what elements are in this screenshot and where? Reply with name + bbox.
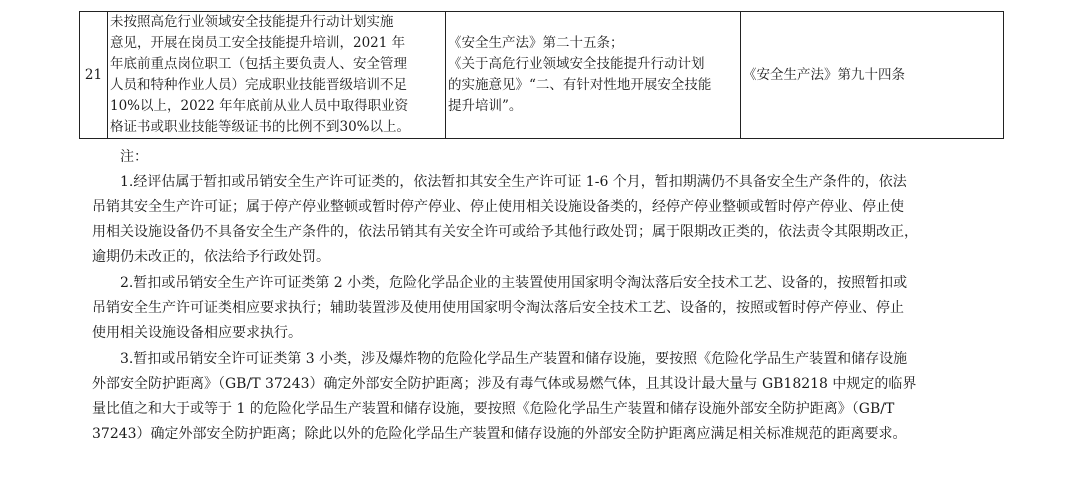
content-line: 意见，开展在岗员工安全技能提升培训，2021 年 [110,35,406,51]
note-line: 3.暂扣或吊销安全许可证类第 3 小类，涉及爆炸物的危险化学品生产装置和储存设施，要按照《危险化学品生产装置和储存设施 [120,351,908,367]
note-line: 使用相关设施设备相应要求执行。 [92,325,302,341]
note-line: 1.经评估属于暂扣或吊销安全生产许可证类的，依法暂扣其安全生产许可证 1-6 个月，暂扣期满仍不具备安全生产条件的，依法 [120,174,907,190]
basis-line: 提升培训”。 [448,98,523,114]
legal-basis-cell [446,12,741,139]
content-line: 年底前重点岗位职工（包括主要负责人、安全管理 [110,56,407,72]
note-line: 吊销安全生产许可证类相应要求执行；辅助装置涉及使用使用国家明令淘汰落后安全技术工艺、设备的，按照或暂时停产停业、停止 [92,300,904,316]
content-line: 10%以上，2022 年年底前从业人员中取得职业资 [110,98,409,114]
row-number: 21 [80,12,108,139]
basis-line: 《关于高危行业领域安全技能提升行动计划 [448,56,705,72]
note-line: 逾期仍未改正的，依法给予行政处罚。 [92,249,330,265]
violation-content-cell [108,12,446,139]
content-line: 人员和特种作业人员）完成职业技能晋级培训不足 [110,77,407,93]
basis-line: 的实施意见》“二、有针对性地开展安全技能 [448,77,712,93]
content-line: 未按照高危行业领域安全技能提升行动计划实施 [110,14,394,30]
note-line: 量比值之和大于或等于 1 的危险化学品生产装置和储存设施，要按照《危险化学品生产装置和储存设施外部安全防护距离》（GB/T [92,401,895,417]
basis-line: 《安全生产法》第二十五条； [448,35,624,51]
note-line: 37243）确定外部安全防护距离；除此以外的危险化学品生产装置和储存设施的外部安全防护距离应满足相关标准规范的距离要求。 [92,426,907,442]
content-line: 格证书或职业技能等级证书的比例不到30%以上。 [110,119,411,135]
note-line: 外部安全防护距离》（GB/T 37243）确定外部安全防护距离；涉及有毒气体或易燃气体，且其设计最大量与 GB18218 中规定的临界 [92,376,917,392]
note-line: 吊销其安全生产许可证；属于停产停业整顿或暂时停产停业、停止使用相关设施设备类的，经停产停业整顿或暂时停产停业、停止使 [92,199,904,215]
note-line: 2.暂扣或吊销安全生产许可证类第 2 小类，危险化学品企业的主装置使用国家明令淘汰落后安全技术工艺、设备的，按照暂扣或 [120,275,908,291]
notes-heading: 注： [120,149,148,165]
regulation-table [79,11,1004,139]
note-line: 用相关设施设备仍不具备安全生产条件的，依法吊销其有关安全许可或给予其他行政处罚；属于限期改正类的，依法责令其限期改正， [92,224,918,240]
table-row [80,12,1004,139]
penalty-basis-cell: 《安全生产法》第九十四条 [741,12,1004,139]
